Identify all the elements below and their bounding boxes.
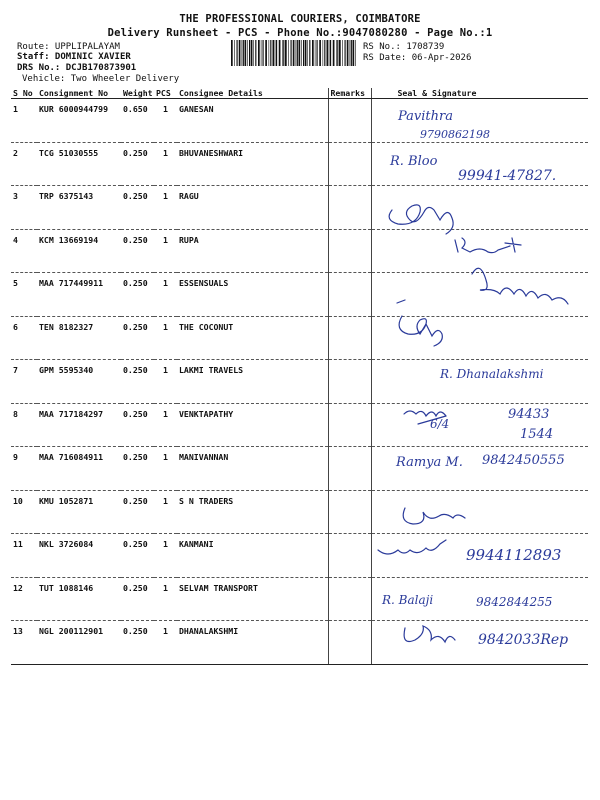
barcode-bar — [319, 40, 321, 66]
cell-consignment: KUR 6000944799 — [37, 99, 121, 143]
barcode-bar — [297, 40, 298, 66]
cell-pcs: 1 — [154, 534, 177, 578]
company-title: THE PROFESSIONAL COURIERS, COIMBATORE — [179, 13, 421, 25]
hw-row13-phone: 9842033Rep — [478, 632, 569, 648]
route-label: Route: UPPLIPALAYAM — [17, 42, 120, 52]
barcode-bar — [317, 40, 318, 66]
cell-remarks — [328, 621, 371, 665]
table-row — [11, 534, 588, 578]
barcode-bar — [270, 40, 271, 66]
table-row — [11, 186, 588, 230]
cell-sno: 11 — [11, 534, 37, 578]
cell-consignee: MANIVANNAN — [177, 447, 328, 491]
cell-consignment: KCM 13669194 — [37, 229, 121, 273]
barcode-bar — [249, 40, 250, 66]
cell-consignment: KMU 1052871 — [37, 490, 121, 534]
table-row — [11, 621, 588, 665]
staff-label: Staff: DOMINIC XAVIER — [17, 52, 131, 62]
cell-weight: 0.250 — [121, 186, 154, 230]
cell-remarks — [328, 360, 371, 404]
cell-consignee: DHANALAKSHMI — [177, 621, 328, 665]
cell-consignment: MAA 717184297 — [37, 403, 121, 447]
table-row — [11, 490, 588, 534]
barcode-bar — [345, 40, 346, 66]
barcode-bar — [251, 40, 253, 66]
barcode-bar — [303, 40, 304, 66]
barcode-bar — [276, 40, 277, 66]
barcode-bar — [253, 40, 254, 66]
cell-signature — [371, 273, 588, 317]
cell-weight: 0.250 — [121, 316, 154, 360]
cell-pcs: 1 — [154, 621, 177, 665]
cell-pcs: 1 — [154, 142, 177, 186]
cell-weight: 0.250 — [121, 534, 154, 578]
barcode-bar — [242, 40, 243, 66]
hw-row12-name: R. Balaji — [382, 593, 434, 607]
barcode-bar — [239, 40, 241, 66]
hw-row1-phone: 9790862198 — [420, 128, 490, 141]
cell-sno: 6 — [11, 316, 37, 360]
cell-pcs: 1 — [154, 447, 177, 491]
cell-pcs: 1 — [154, 360, 177, 404]
cell-remarks — [328, 316, 371, 360]
barcode-bar — [324, 40, 325, 66]
cell-weight: 0.250 — [121, 447, 154, 491]
hw-row11-phone: 9944112893 — [466, 546, 562, 564]
cell-remarks — [328, 186, 371, 230]
cell-signature — [371, 316, 588, 360]
table-header-row — [11, 88, 588, 99]
cell-pcs: 1 — [154, 229, 177, 273]
cell-weight: 0.250 — [121, 229, 154, 273]
runsheet-subtitle: Delivery Runsheet - PCS - Phone No.:9047080280 - Page No.:1 — [107, 27, 493, 39]
cell-weight: 0.250 — [121, 360, 154, 404]
cell-pcs: 1 — [154, 99, 177, 143]
cell-pcs: 1 — [154, 316, 177, 360]
barcode-bar — [339, 40, 341, 66]
barcode-bar — [296, 40, 297, 66]
cell-remarks — [328, 273, 371, 317]
barcode-bar — [237, 40, 238, 66]
barcode-bar — [301, 40, 302, 66]
cell-weight: 0.250 — [121, 403, 154, 447]
barcode-bar — [269, 40, 270, 66]
cell-remarks — [328, 447, 371, 491]
header-weight: Weight — [123, 88, 153, 98]
barcode-bar — [247, 40, 248, 66]
cell-consignee: KANMANI — [177, 534, 328, 578]
vehicle-label: Vehicle: Two Wheeler Delivery — [22, 74, 180, 84]
barcode-bar — [283, 40, 284, 66]
barcode-bar — [305, 40, 307, 66]
cell-consignee: RUPA — [177, 229, 328, 273]
cell-weight: 0.250 — [121, 490, 154, 534]
table-row — [11, 360, 588, 404]
barcode-bar — [245, 40, 247, 66]
rs-date: RS Date: 06-Apr-2026 — [363, 53, 472, 63]
barcode-bar — [333, 40, 335, 66]
runsheet-table — [11, 88, 588, 665]
cell-weight: 0.250 — [121, 577, 154, 621]
cell-consignment: TUT 1088146 — [37, 577, 121, 621]
header-consignee: Consignee Details — [177, 88, 328, 99]
barcode-bar — [275, 40, 276, 66]
cell-signature — [371, 447, 588, 491]
hw-row9-name: Ramya M. — [396, 455, 463, 470]
barcode-bar — [309, 40, 310, 66]
cell-sno: 3 — [11, 186, 37, 230]
cell-consignment: TCG 51030555 — [37, 142, 121, 186]
hw-row8-date: 6/4 — [430, 417, 450, 431]
rs-number: RS No.: 1708739 — [363, 42, 445, 52]
cell-weight: 0.650 — [121, 99, 154, 143]
barcode-bar — [330, 40, 331, 66]
table-row — [11, 142, 588, 186]
table-row — [11, 229, 588, 273]
cell-weight: 0.250 — [121, 621, 154, 665]
table-row — [11, 403, 588, 447]
cell-consignment: MAA 716084911 — [37, 447, 121, 491]
cell-consignee: ESSENSUALS — [177, 273, 328, 317]
table-row — [11, 577, 588, 621]
barcode-bar — [337, 40, 338, 66]
cell-consignee: SELVAM TRANSPORT — [177, 577, 328, 621]
barcode-bar — [299, 40, 301, 66]
table-row — [11, 447, 588, 491]
barcode-bar — [243, 40, 244, 66]
barcode-bar — [258, 40, 260, 66]
barcode-bar — [342, 40, 343, 66]
cell-weight: 0.250 — [121, 273, 154, 317]
cell-consignment: NGL 200112901 — [37, 621, 121, 665]
barcode-bar — [263, 40, 264, 66]
cell-consignee: S N TRADERS — [177, 490, 328, 534]
cell-pcs: 1 — [154, 403, 177, 447]
cell-sno: 12 — [11, 577, 37, 621]
cell-sno: 8 — [11, 403, 37, 447]
hw-row1-name: Pavithra — [398, 109, 453, 124]
cell-signature — [371, 186, 588, 230]
hw-row2-phone: 99941-47827. — [458, 168, 557, 184]
cell-signature — [371, 621, 588, 665]
barcode-bar — [285, 40, 287, 66]
barcode-bar — [307, 40, 308, 66]
hw-row7-name: R. Dhanalakshmi — [440, 367, 544, 381]
barcode-bar — [336, 40, 337, 66]
barcode-bar — [293, 40, 295, 66]
cell-pcs: 1 — [154, 186, 177, 230]
barcode-bar — [288, 40, 289, 66]
barcode-bar — [282, 40, 283, 66]
hw-row2-name: R. Bloo — [390, 154, 438, 169]
barcode-bar — [353, 40, 355, 66]
header-remarks: Remarks — [328, 88, 371, 99]
header-signature: Seal & Signature — [371, 88, 588, 99]
cell-pcs: 1 — [154, 273, 177, 317]
cell-sno: 5 — [11, 273, 37, 317]
barcode-bar — [291, 40, 292, 66]
cell-consignee: BHUVANESHWARI — [177, 142, 328, 186]
cell-consignee: LAKMI TRAVELS — [177, 360, 328, 404]
table-row — [11, 273, 588, 317]
barcode-bar — [355, 40, 356, 66]
cell-sno: 1 — [11, 99, 37, 143]
hw-row8-phone-a: 94433 — [508, 407, 550, 422]
drs-number: DRS No.: DCJB170873901 — [17, 63, 137, 73]
cell-sno: 13 — [11, 621, 37, 665]
barcode-bar — [347, 40, 349, 66]
cell-signature — [371, 577, 588, 621]
cell-signature — [371, 229, 588, 273]
cell-consignee: GANESAN — [177, 99, 328, 143]
barcode-bar — [273, 40, 275, 66]
cell-signature — [371, 534, 588, 578]
header-sno: S No — [11, 88, 37, 99]
cell-weight: 0.250 — [121, 142, 154, 186]
cell-remarks — [328, 577, 371, 621]
barcode-bar — [323, 40, 324, 66]
cell-pcs: 1 — [154, 490, 177, 534]
barcode-bar — [231, 40, 233, 66]
barcode-bar — [315, 40, 316, 66]
table-row — [11, 316, 588, 360]
cell-remarks — [328, 490, 371, 534]
hw-row12-phone: 9842844255 — [476, 595, 553, 609]
hw-row8-phone-b: 1544 — [520, 427, 554, 442]
barcode — [230, 40, 358, 66]
cell-consignee: VENKTAPATHY — [177, 403, 328, 447]
barcode-bar — [351, 40, 352, 66]
cell-consignment: MAA 717449911 — [37, 273, 121, 317]
cell-consignee: THE COCONUT — [177, 316, 328, 360]
barcode-bar — [327, 40, 329, 66]
cell-remarks — [328, 99, 371, 143]
header-consignment: Consignment No — [37, 88, 121, 99]
cell-consignment: GPM 5595340 — [37, 360, 121, 404]
barcode-bar — [329, 40, 330, 66]
cell-signature — [371, 403, 588, 447]
cell-sno: 7 — [11, 360, 37, 404]
cell-sno: 10 — [11, 490, 37, 534]
cell-remarks — [328, 534, 371, 578]
cell-sno: 9 — [11, 447, 37, 491]
header-pcs: PCS — [154, 88, 177, 99]
table-row — [11, 99, 588, 143]
cell-remarks — [328, 229, 371, 273]
barcode-bar — [312, 40, 314, 66]
barcode-bar — [265, 40, 267, 66]
cell-pcs: 1 — [154, 577, 177, 621]
cell-remarks — [328, 403, 371, 447]
cell-consignee: RAGU — [177, 186, 328, 230]
cell-signature — [371, 490, 588, 534]
cell-sno: 4 — [11, 229, 37, 273]
cell-signature — [371, 142, 588, 186]
barcode-bar — [255, 40, 256, 66]
cell-sno: 2 — [11, 142, 37, 186]
cell-signature — [371, 360, 588, 404]
cell-consignment: TEN 8182327 — [37, 316, 121, 360]
cell-signature — [371, 99, 588, 143]
cell-remarks — [328, 142, 371, 186]
cell-consignment: NKL 3726084 — [37, 534, 121, 578]
hw-row9-phone: 9842450555 — [482, 453, 565, 468]
barcode-bar — [261, 40, 262, 66]
cell-consignment: TRP 6375143 — [37, 186, 121, 230]
barcode-bar — [234, 40, 235, 66]
barcode-bar — [350, 40, 351, 66]
barcode-bar — [279, 40, 281, 66]
